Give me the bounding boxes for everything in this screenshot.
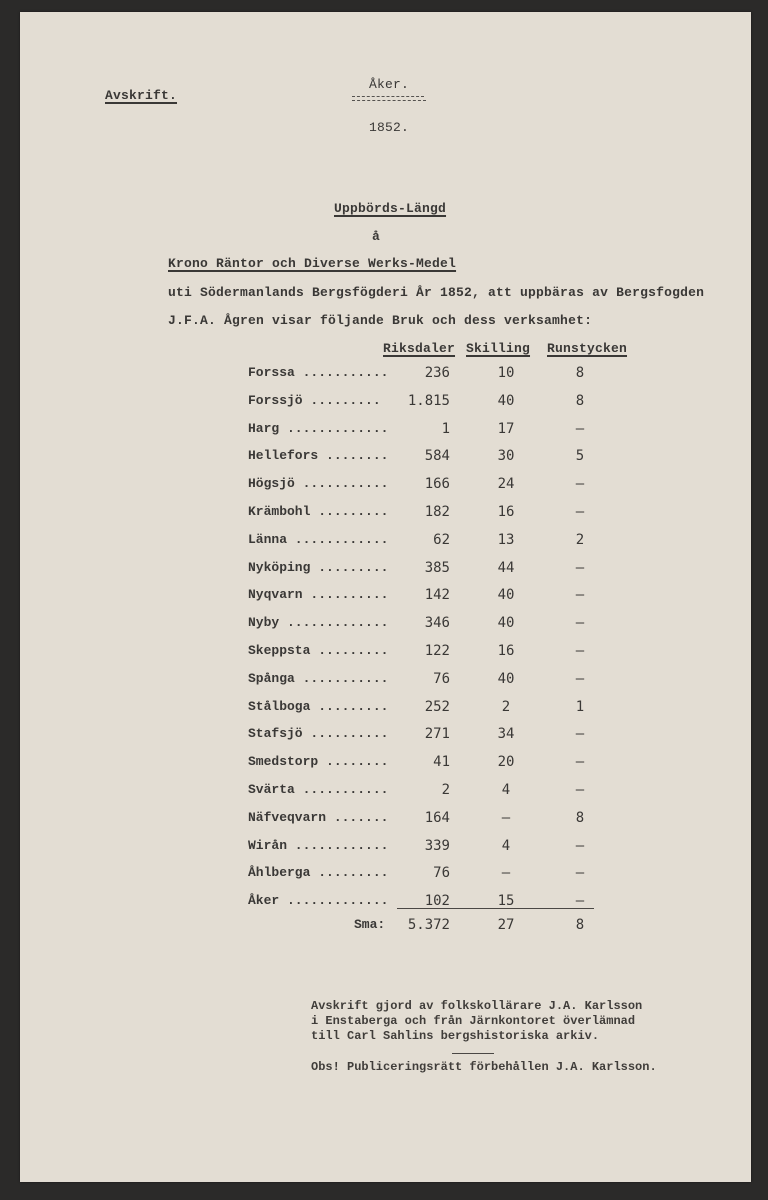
- riksdaler-value: 236: [424, 365, 450, 381]
- column-header-skilling: Skilling: [466, 341, 531, 356]
- runstycken-value: –: [575, 476, 585, 492]
- runstycken-value: –: [575, 560, 585, 576]
- riksdaler-value: 346: [424, 615, 450, 631]
- works-name: Spånga ...........: [248, 671, 389, 686]
- riksdaler-value: 1.815: [407, 393, 450, 409]
- runstycken-value: 1: [575, 699, 585, 715]
- runstycken-value: –: [575, 893, 585, 909]
- skilling-value: 40: [497, 393, 515, 409]
- total-row: [248, 917, 608, 937]
- runstycken-value: –: [575, 615, 585, 631]
- table-row: [248, 393, 608, 413]
- note-line-1: Avskrift gjord av folkskollärare J.A. Karlsson: [311, 999, 643, 1013]
- skilling-value: 20: [497, 754, 515, 770]
- skilling-value: 24: [497, 476, 515, 492]
- riksdaler-value: 271: [424, 726, 450, 742]
- runstycken-value: 5: [575, 448, 585, 464]
- riksdaler-value: 182: [424, 504, 450, 520]
- riksdaler-value: 142: [424, 587, 450, 603]
- riksdaler-value: 2: [441, 782, 450, 798]
- table-row: [248, 865, 608, 885]
- works-name: Smedstorp ........: [248, 754, 389, 769]
- skilling-value: 40: [497, 587, 515, 603]
- skilling-value: –: [501, 810, 511, 826]
- runstycken-value: 2: [575, 532, 585, 548]
- table-row: [248, 754, 608, 774]
- note-line-2: i Enstaberga och från Järnkontoret överlämnad: [311, 1014, 636, 1028]
- skilling-value: 4: [501, 782, 511, 798]
- runstycken-value: –: [575, 838, 585, 854]
- table-row: [248, 726, 608, 746]
- runstycken-value: –: [575, 754, 585, 770]
- runstycken-value: 8: [575, 810, 585, 826]
- runstycken-value: –: [575, 726, 585, 742]
- intro-line-2: J.F.A. Ågren visar följande Bruk och dess verksamhet:: [168, 313, 593, 328]
- riksdaler-value: 62: [433, 532, 450, 548]
- column-header-riksdaler: Riksdaler: [383, 341, 456, 356]
- document-subtitle: Krono Räntor och Diverse Werks-Medel: [168, 256, 457, 271]
- riksdaler-value: 166: [424, 476, 450, 492]
- riksdaler-value: 41: [433, 754, 450, 770]
- runstycken-value: –: [575, 504, 585, 520]
- riksdaler-value: 1: [441, 421, 450, 437]
- works-name: Åker .............: [248, 893, 389, 908]
- riksdaler-value: 584: [424, 448, 450, 464]
- skilling-value: 30: [497, 448, 515, 464]
- works-name: Forssa ...........: [248, 365, 389, 380]
- works-name: Harg .............: [248, 421, 389, 436]
- note-line-4: Obs! Publiceringsrätt förbehållen J.A. Karlsson.: [311, 1060, 657, 1074]
- year-heading: 1852.: [369, 120, 410, 135]
- table-row: [248, 838, 608, 858]
- total-skilling: 27: [497, 917, 515, 933]
- skilling-value: 44: [497, 560, 515, 576]
- works-name: Hellefors ........: [248, 448, 389, 463]
- skilling-value: 4: [501, 838, 511, 854]
- riksdaler-value: 252: [424, 699, 450, 715]
- note-divider: [452, 1053, 494, 1054]
- works-name: Nyqvarn ..........: [248, 587, 389, 602]
- skilling-value: 17: [497, 421, 515, 437]
- works-name: Nyköping .........: [248, 560, 389, 575]
- works-name: Nyby .............: [248, 615, 389, 630]
- runstycken-value: –: [575, 782, 585, 798]
- document-title: Uppbörds-Längd: [334, 201, 447, 216]
- riksdaler-value: 122: [424, 643, 450, 659]
- place-heading: Åker.: [369, 77, 410, 92]
- works-name: Åhlberga .........: [248, 865, 389, 880]
- table-row: [248, 615, 608, 635]
- total-label: Sma:: [354, 917, 386, 932]
- table-row: [248, 532, 608, 552]
- table-row: [248, 504, 608, 524]
- table-row: [248, 448, 608, 468]
- skilling-value: 34: [497, 726, 515, 742]
- total-riksdaler: 5.372: [407, 917, 450, 933]
- column-header-runstycken: Runstycken: [547, 341, 628, 356]
- skilling-value: 2: [501, 699, 511, 715]
- table-row: [248, 643, 608, 663]
- runstycken-value: –: [575, 671, 585, 687]
- riksdaler-value: 76: [433, 865, 450, 881]
- runstycken-value: 8: [575, 393, 585, 409]
- runstycken-value: –: [575, 421, 585, 437]
- intro-line-1: uti Södermanlands Bergsfögderi År 1852, att uppbäras av Bergsfogden: [168, 285, 705, 300]
- works-name: Högsjö ...........: [248, 476, 389, 491]
- runstycken-value: 8: [575, 365, 585, 381]
- skilling-value: –: [501, 865, 511, 881]
- skilling-value: 13: [497, 532, 515, 548]
- table-row: [248, 365, 608, 385]
- table-row: [248, 560, 608, 580]
- table-row: [248, 671, 608, 691]
- riksdaler-value: 385: [424, 560, 450, 576]
- total-runstycken: 8: [575, 917, 585, 933]
- riksdaler-value: 339: [424, 838, 450, 854]
- table-row: [248, 476, 608, 496]
- riksdaler-value: 102: [424, 893, 450, 909]
- works-name: Krämbohl .........: [248, 504, 389, 519]
- skilling-value: 15: [497, 893, 515, 909]
- riksdaler-value: 76: [433, 671, 450, 687]
- works-name: Forssjö .........: [248, 393, 381, 408]
- heading-underline-2: [352, 100, 426, 101]
- table-row: [248, 699, 608, 719]
- works-name: Näfveqvarn .......: [248, 810, 389, 825]
- table-row: [248, 421, 608, 441]
- works-name: Stålboga .........: [248, 699, 389, 714]
- skilling-value: 40: [497, 615, 515, 631]
- skilling-value: 16: [497, 643, 515, 659]
- works-name: Länna ............: [248, 532, 389, 547]
- table-row: [248, 782, 608, 802]
- works-name: Wirån ............: [248, 838, 389, 853]
- title-connector: å: [372, 229, 381, 244]
- riksdaler-value: 164: [424, 810, 450, 826]
- runstycken-value: –: [575, 643, 585, 659]
- runstycken-value: –: [575, 587, 585, 603]
- skilling-value: 40: [497, 671, 515, 687]
- skilling-value: 10: [497, 365, 515, 381]
- avskrift-label: Avskrift.: [105, 88, 178, 103]
- works-name: Skeppsta .........: [248, 643, 389, 658]
- works-name: Svärta ...........: [248, 782, 389, 797]
- works-name: Stafsjö ..........: [248, 726, 389, 741]
- sum-rule: [397, 908, 594, 909]
- table-row: [248, 587, 608, 607]
- table-row: [248, 893, 608, 913]
- skilling-value: 16: [497, 504, 515, 520]
- table-row: [248, 810, 608, 830]
- note-line-3: till Carl Sahlins bergshistoriska arkiv.: [311, 1029, 600, 1043]
- heading-underline-1: [352, 96, 424, 97]
- runstycken-value: –: [575, 865, 585, 881]
